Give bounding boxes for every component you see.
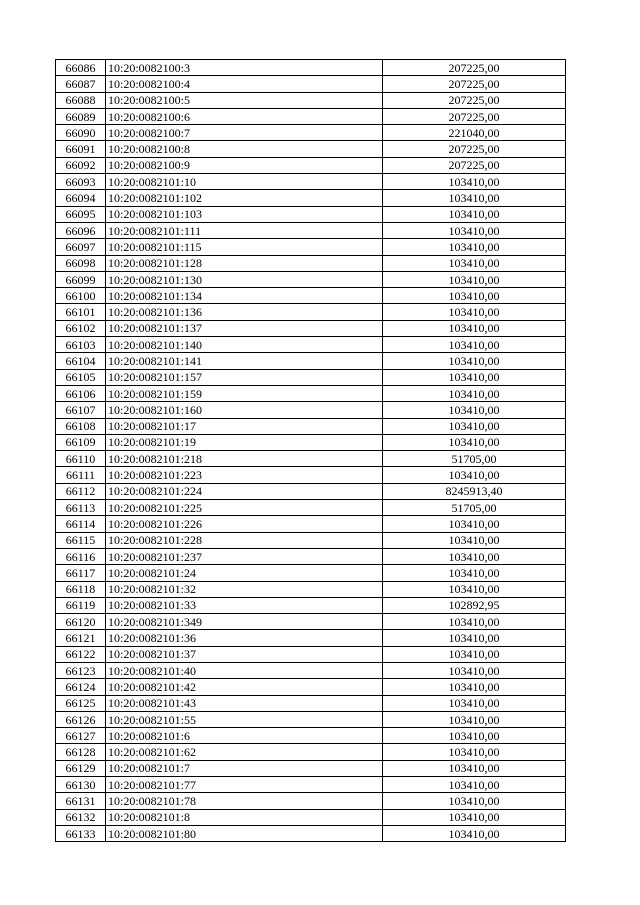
row-number-cell: 66101 [56, 304, 106, 320]
cadastral-number-cell: 10:20:0082101:141 [106, 353, 383, 369]
cadastral-number-cell: 10:20:0082101:218 [106, 451, 383, 467]
cadastral-value-cell: 207225,00 [383, 92, 566, 108]
cadastral-number-cell: 10:20:0082101:6 [106, 728, 383, 744]
row-number-cell: 66133 [56, 825, 106, 841]
cadastral-number-cell: 10:20:0082101:136 [106, 304, 383, 320]
cadastral-value-cell: 103410,00 [383, 353, 566, 369]
cadastral-value-cell: 103410,00 [383, 190, 566, 206]
cadastral-value-cell: 221040,00 [383, 125, 566, 141]
cadastral-number-cell: 10:20:0082101:157 [106, 369, 383, 385]
table-row [56, 662, 566, 678]
table-row [56, 500, 566, 516]
row-number-cell: 66123 [56, 662, 106, 678]
row-number-cell: 66119 [56, 597, 106, 613]
table-row [56, 483, 566, 499]
row-number-cell: 66110 [56, 451, 106, 467]
cadastral-value-cell: 207225,00 [383, 76, 566, 92]
table-body [56, 60, 566, 842]
row-number-cell: 66089 [56, 108, 106, 124]
row-number-cell: 66115 [56, 532, 106, 548]
cadastral-number-cell: 10:20:0082101:78 [106, 793, 383, 809]
cadastral-number-cell: 10:20:0082101:228 [106, 532, 383, 548]
row-number-cell: 66108 [56, 418, 106, 434]
table-row [56, 516, 566, 532]
table-row [56, 337, 566, 353]
cadastral-number-cell: 10:20:0082100:8 [106, 141, 383, 157]
cadastral-value-cell: 103410,00 [383, 760, 566, 776]
table-row [56, 646, 566, 662]
cadastral-number-cell: 10:20:0082101:115 [106, 239, 383, 255]
cadastral-number-cell: 10:20:0082101:224 [106, 483, 383, 499]
cadastral-number-cell: 10:20:0082101:55 [106, 711, 383, 727]
row-number-cell: 66126 [56, 711, 106, 727]
cadastral-value-cell: 103410,00 [383, 825, 566, 841]
row-number-cell: 66086 [56, 60, 106, 76]
cadastral-number-cell: 10:20:0082101:159 [106, 385, 383, 401]
row-number-cell: 66112 [56, 483, 106, 499]
row-number-cell: 66122 [56, 646, 106, 662]
table-row [56, 630, 566, 646]
row-number-cell: 66120 [56, 614, 106, 630]
cadastral-number-cell: 10:20:0082101:36 [106, 630, 383, 646]
cadastral-number-cell: 10:20:0082101:349 [106, 614, 383, 630]
table-row [56, 565, 566, 581]
cadastral-number-cell: 10:20:0082101:33 [106, 597, 383, 613]
table-row [56, 320, 566, 336]
table-row [56, 222, 566, 238]
cadastral-number-cell: 10:20:0082101:137 [106, 320, 383, 336]
table-row [56, 532, 566, 548]
cadastral-value-cell: 103410,00 [383, 548, 566, 564]
table-row [56, 597, 566, 613]
cadastral-value-cell: 103410,00 [383, 711, 566, 727]
row-number-cell: 66098 [56, 255, 106, 271]
table-row [56, 239, 566, 255]
cadastral-value-cell: 103410,00 [383, 288, 566, 304]
row-number-cell: 66094 [56, 190, 106, 206]
cadastral-value-cell: 102892,95 [383, 597, 566, 613]
cadastral-value-cell: 103410,00 [383, 516, 566, 532]
cadastral-value-cell: 103410,00 [383, 320, 566, 336]
cadastral-value-cell: 207225,00 [383, 141, 566, 157]
cadastral-number-cell: 10:20:0082101:80 [106, 825, 383, 841]
table-row [56, 125, 566, 141]
cadastral-number-cell: 10:20:0082101:10 [106, 174, 383, 190]
row-number-cell: 66129 [56, 760, 106, 776]
table-row [56, 777, 566, 793]
cadastral-value-cell: 103410,00 [383, 418, 566, 434]
row-number-cell: 66102 [56, 320, 106, 336]
row-number-cell: 66104 [56, 353, 106, 369]
cadastral-value-cell: 103410,00 [383, 614, 566, 630]
cadastral-number-cell: 10:20:0082101:128 [106, 255, 383, 271]
cadastral-value-cell: 103410,00 [383, 239, 566, 255]
cadastral-number-cell: 10:20:0082100:4 [106, 76, 383, 92]
cadastral-value-cell: 103410,00 [383, 777, 566, 793]
cadastral-value-cell: 103410,00 [383, 255, 566, 271]
cadastral-number-cell: 10:20:0082101:103 [106, 206, 383, 222]
row-number-cell: 66103 [56, 337, 106, 353]
table-row [56, 174, 566, 190]
row-number-cell: 66128 [56, 744, 106, 760]
cadastral-value-table [55, 59, 566, 842]
cadastral-number-cell: 10:20:0082100:5 [106, 92, 383, 108]
cadastral-value-cell: 103410,00 [383, 695, 566, 711]
cadastral-number-cell: 10:20:0082101:7 [106, 760, 383, 776]
table-row [56, 271, 566, 287]
cadastral-value-cell: 103410,00 [383, 369, 566, 385]
table-row [56, 695, 566, 711]
cadastral-value-cell: 51705,00 [383, 500, 566, 516]
table-row [56, 141, 566, 157]
table-row [56, 206, 566, 222]
cadastral-value-cell: 207225,00 [383, 157, 566, 173]
cadastral-number-cell: 10:20:0082100:9 [106, 157, 383, 173]
row-number-cell: 66095 [56, 206, 106, 222]
cadastral-number-cell: 10:20:0082101:17 [106, 418, 383, 434]
cadastral-value-cell: 103410,00 [383, 467, 566, 483]
cadastral-value-cell: 103410,00 [383, 434, 566, 450]
cadastral-value-cell: 51705,00 [383, 451, 566, 467]
table-row [56, 825, 566, 841]
table-row [56, 581, 566, 597]
row-number-cell: 66113 [56, 500, 106, 516]
row-number-cell: 66130 [56, 777, 106, 793]
row-number-cell: 66124 [56, 679, 106, 695]
cadastral-number-cell: 10:20:0082100:3 [106, 60, 383, 76]
cadastral-value-cell: 207225,00 [383, 108, 566, 124]
row-number-cell: 66116 [56, 548, 106, 564]
row-number-cell: 66125 [56, 695, 106, 711]
table-row [56, 385, 566, 401]
table-row [56, 108, 566, 124]
cadastral-number-cell: 10:20:0082101:160 [106, 402, 383, 418]
table-row [56, 548, 566, 564]
row-number-cell: 66121 [56, 630, 106, 646]
table-row [56, 369, 566, 385]
table-row [56, 760, 566, 776]
table-row [56, 614, 566, 630]
table-row [56, 288, 566, 304]
cadastral-number-cell: 10:20:0082101:77 [106, 777, 383, 793]
cadastral-number-cell: 10:20:0082101:19 [106, 434, 383, 450]
row-number-cell: 66087 [56, 76, 106, 92]
cadastral-number-cell: 10:20:0082101:8 [106, 809, 383, 825]
cadastral-number-cell: 10:20:0082101:226 [106, 516, 383, 532]
cadastral-number-cell: 10:20:0082101:237 [106, 548, 383, 564]
cadastral-value-cell: 103410,00 [383, 679, 566, 695]
row-number-cell: 66100 [56, 288, 106, 304]
cadastral-value-cell: 103410,00 [383, 793, 566, 809]
cadastral-value-cell: 103410,00 [383, 744, 566, 760]
table-row [56, 793, 566, 809]
row-number-cell: 66088 [56, 92, 106, 108]
cadastral-value-cell: 103410,00 [383, 630, 566, 646]
cadastral-number-cell: 10:20:0082101:223 [106, 467, 383, 483]
cadastral-value-cell: 103410,00 [383, 532, 566, 548]
row-number-cell: 66106 [56, 385, 106, 401]
table-row [56, 402, 566, 418]
cadastral-value-cell: 103410,00 [383, 174, 566, 190]
cadastral-number-cell: 10:20:0082101:43 [106, 695, 383, 711]
cadastral-value-cell: 103410,00 [383, 402, 566, 418]
row-number-cell: 66114 [56, 516, 106, 532]
table-row [56, 467, 566, 483]
cadastral-value-cell: 103410,00 [383, 337, 566, 353]
row-number-cell: 66099 [56, 271, 106, 287]
row-number-cell: 66107 [56, 402, 106, 418]
table-row [56, 255, 566, 271]
table-row [56, 304, 566, 320]
table-row [56, 418, 566, 434]
row-number-cell: 66105 [56, 369, 106, 385]
row-number-cell: 66111 [56, 467, 106, 483]
cadastral-number-cell: 10:20:0082101:32 [106, 581, 383, 597]
cadastral-number-cell: 10:20:0082101:62 [106, 744, 383, 760]
cadastral-number-cell: 10:20:0082101:42 [106, 679, 383, 695]
table-row [56, 728, 566, 744]
cadastral-value-cell: 103410,00 [383, 581, 566, 597]
cadastral-value-cell: 103410,00 [383, 646, 566, 662]
table-row [56, 744, 566, 760]
cadastral-value-cell: 103410,00 [383, 206, 566, 222]
cadastral-value-cell: 103410,00 [383, 222, 566, 238]
row-number-cell: 66118 [56, 581, 106, 597]
row-number-cell: 66132 [56, 809, 106, 825]
cadastral-number-cell: 10:20:0082101:102 [106, 190, 383, 206]
row-number-cell: 66092 [56, 157, 106, 173]
table-row [56, 679, 566, 695]
table-row [56, 809, 566, 825]
row-number-cell: 66090 [56, 125, 106, 141]
table-row [56, 92, 566, 108]
table-row [56, 353, 566, 369]
table-row [56, 76, 566, 92]
row-number-cell: 66127 [56, 728, 106, 744]
cadastral-value-cell: 207225,00 [383, 60, 566, 76]
cadastral-value-cell: 103410,00 [383, 304, 566, 320]
cadastral-value-cell: 8245913,40 [383, 483, 566, 499]
table-row [56, 451, 566, 467]
cadastral-value-cell: 103410,00 [383, 565, 566, 581]
cadastral-number-cell: 10:20:0082101:134 [106, 288, 383, 304]
cadastral-number-cell: 10:20:0082101:37 [106, 646, 383, 662]
row-number-cell: 66093 [56, 174, 106, 190]
cadastral-value-cell: 103410,00 [383, 662, 566, 678]
cadastral-number-cell: 10:20:0082101:225 [106, 500, 383, 516]
table-row [56, 60, 566, 76]
cadastral-number-cell: 10:20:0082101:24 [106, 565, 383, 581]
table-row [56, 711, 566, 727]
cadastral-value-cell: 103410,00 [383, 728, 566, 744]
cadastral-number-cell: 10:20:0082100:7 [106, 125, 383, 141]
row-number-cell: 66117 [56, 565, 106, 581]
table-row [56, 157, 566, 173]
cadastral-value-cell: 103410,00 [383, 385, 566, 401]
cadastral-number-cell: 10:20:0082101:111 [106, 222, 383, 238]
row-number-cell: 66097 [56, 239, 106, 255]
row-number-cell: 66109 [56, 434, 106, 450]
cadastral-number-cell: 10:20:0082101:140 [106, 337, 383, 353]
cadastral-number-cell: 10:20:0082101:130 [106, 271, 383, 287]
cadastral-value-cell: 103410,00 [383, 271, 566, 287]
table-row [56, 190, 566, 206]
cadastral-number-cell: 10:20:0082101:40 [106, 662, 383, 678]
row-number-cell: 66096 [56, 222, 106, 238]
row-number-cell: 66131 [56, 793, 106, 809]
cadastral-value-cell: 103410,00 [383, 809, 566, 825]
table-row [56, 434, 566, 450]
row-number-cell: 66091 [56, 141, 106, 157]
cadastral-number-cell: 10:20:0082100:6 [106, 108, 383, 124]
